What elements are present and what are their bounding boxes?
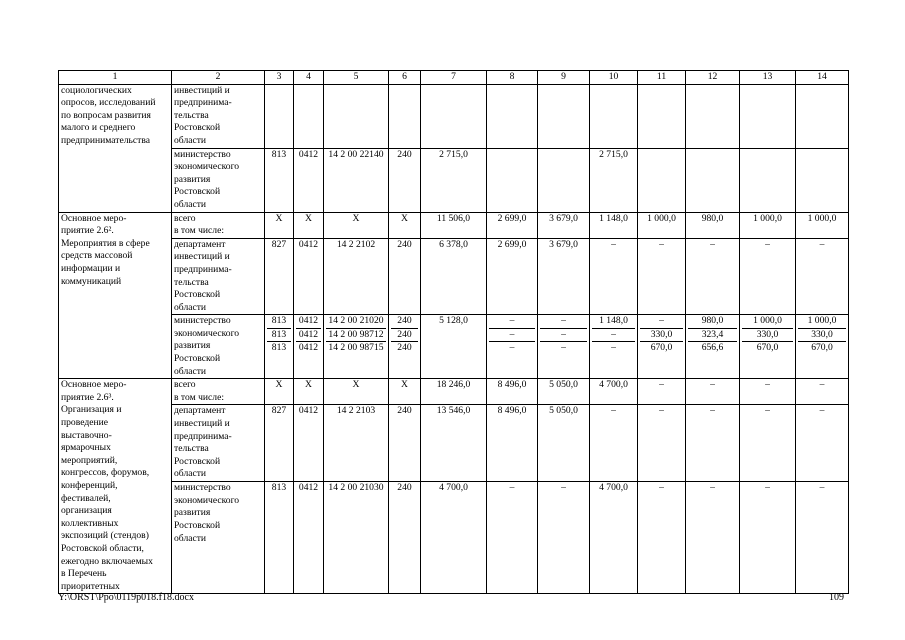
value-cell: – xyxy=(487,482,538,594)
value-cell: Х xyxy=(265,212,294,238)
value-cell: – xyxy=(686,482,740,594)
sublines-cell xyxy=(324,315,389,379)
value-cell: 3 679,0 xyxy=(538,212,590,238)
value-cell: – xyxy=(638,482,686,594)
value-cell: 1 000,0 xyxy=(740,212,796,238)
value-cell: 980,0 xyxy=(686,212,740,238)
header-cell: 4 xyxy=(294,71,324,85)
subline: 330,0 xyxy=(798,329,846,343)
activity-name-cell: социологических опросов, исследований по вопросам развития малого и среднего предпринимательства xyxy=(59,84,172,212)
csr-cell: 14 2 00 22140 xyxy=(324,148,389,212)
subline: 0412 xyxy=(296,329,321,343)
value-cell: 813 xyxy=(265,482,294,594)
subline: 240 xyxy=(391,329,418,343)
subline: – xyxy=(640,315,683,329)
table-row xyxy=(59,84,849,148)
subline: – xyxy=(489,315,535,329)
subline: 813 xyxy=(267,315,291,329)
value-cell: – xyxy=(686,379,740,405)
header-cell: 10 xyxy=(590,71,638,85)
column-number-row xyxy=(59,71,849,85)
value-cell: Х xyxy=(294,212,324,238)
program-table xyxy=(58,70,849,594)
value-cell: – xyxy=(538,482,590,594)
sublines-cell xyxy=(487,315,538,379)
value-cell: – xyxy=(740,238,796,315)
value-cell: 4 700,0 xyxy=(590,482,638,594)
executor-cell: министерство экономического развития Ростовской области xyxy=(172,315,265,379)
table-row xyxy=(59,212,849,238)
subline: 5 128,0 xyxy=(439,315,468,327)
subline: – xyxy=(611,342,616,354)
rzpr-cell: 0412 xyxy=(294,148,324,212)
sublines-cell xyxy=(421,315,487,379)
sublines-cell xyxy=(538,315,590,379)
executor-cell: министерство экономического развития Ростовской области xyxy=(172,148,265,212)
value-cell: 3 679,0 xyxy=(538,238,590,315)
value-cell: 827 xyxy=(265,238,294,315)
header-cell: 2 xyxy=(172,71,265,85)
value-cell: 0412 xyxy=(294,238,324,315)
subline: – xyxy=(509,342,515,354)
subline: – xyxy=(540,315,587,329)
value-cell: – xyxy=(740,405,796,482)
subline: 980,0 xyxy=(688,315,737,329)
table-row xyxy=(59,315,849,379)
subline: – xyxy=(540,329,587,343)
value-cell: 5 050,0 xyxy=(538,379,590,405)
value-cell: 18 246,0 xyxy=(421,379,487,405)
activity-name-cell: Основное меро- приятие 2.6². Мероприятия в сфере средств массовой информации и коммуникаций xyxy=(59,212,172,379)
table-row xyxy=(59,482,849,594)
executor-cell: всего в том числе: xyxy=(172,379,265,405)
page-number: 109 xyxy=(829,592,844,603)
value-cell: – xyxy=(796,482,849,594)
executor-cell: всего в том числе: xyxy=(172,212,265,238)
header-cell: 9 xyxy=(538,71,590,85)
header-cell: 3 xyxy=(265,71,294,85)
subline: 240 xyxy=(397,342,412,354)
value-cell: 8 496,0 xyxy=(487,379,538,405)
value-cell: – xyxy=(590,405,638,482)
subline: 330,0 xyxy=(640,329,683,343)
value-cell: – xyxy=(638,238,686,315)
value-cell: 0412 xyxy=(294,482,324,594)
header-cell: 14 xyxy=(796,71,849,85)
value-cell: 5 050,0 xyxy=(538,405,590,482)
value-cell: – xyxy=(590,238,638,315)
subline: 240 xyxy=(391,315,418,329)
subline: 14 2 00 21020 xyxy=(326,315,386,329)
grbs-cell: 813 xyxy=(265,148,294,212)
value-cell: Х xyxy=(389,379,421,405)
subline: 813 xyxy=(271,342,287,354)
sublines-cell xyxy=(294,315,324,379)
sublines-cell xyxy=(686,315,740,379)
sublines-cell xyxy=(590,315,638,379)
header-cell: 7 xyxy=(421,71,487,85)
value-cell: 4 700,0 xyxy=(421,482,487,594)
value-cell: 4 700,0 xyxy=(590,379,638,405)
table-row xyxy=(59,405,849,482)
value-cell: 6 378,0 xyxy=(421,238,487,315)
value-cell: – xyxy=(796,379,849,405)
subline: 14 2 00 98712 xyxy=(326,329,386,343)
value-cell: 2 699,0 xyxy=(487,238,538,315)
value-cell: Х xyxy=(324,212,389,238)
value-cell: – xyxy=(796,405,849,482)
subline: 0412 xyxy=(296,315,321,329)
table-row xyxy=(59,379,849,405)
value-cell: 13 546,0 xyxy=(421,405,487,482)
value-cell: Х xyxy=(265,379,294,405)
value-cell: 14 2 2103 xyxy=(324,405,389,482)
value-cell: 14 2 00 21030 xyxy=(324,482,389,594)
executor-cell: департамент инвестиций и предпринима- тельства Ростовской области xyxy=(172,238,265,315)
value-cell: 1 000,0 xyxy=(638,212,686,238)
subline: 323,4 xyxy=(688,329,737,343)
subline: 1 000,0 xyxy=(798,315,846,329)
value-cell: – xyxy=(796,238,849,315)
sublines-cell xyxy=(740,315,796,379)
value-cell: – xyxy=(638,379,686,405)
table-row xyxy=(59,238,849,315)
subline: – xyxy=(592,329,635,343)
subline: 14 2 00 98715 xyxy=(328,342,384,354)
value-cell: – xyxy=(638,405,686,482)
subline: 670,0 xyxy=(811,342,833,354)
activity-name-cell: Основное меро- приятие 2.6³. Организация и проведение выставочно- ярмарочных мероприятий, конгрессов, форумов, конференций, фестивалей, организация коллективных экспозиций (стендов) Ростовской области, ежегодно включаемых в Перечень приоритетных xyxy=(59,379,172,594)
value-cell: – xyxy=(686,238,740,315)
sublines-cell xyxy=(796,315,849,379)
total-cell: 2 715,0 xyxy=(421,148,487,212)
header-cell: 5 xyxy=(324,71,389,85)
value-cell: 8 496,0 xyxy=(487,405,538,482)
value-cell: Х xyxy=(324,379,389,405)
value-cell: – xyxy=(740,482,796,594)
value-cell: 14 2 2102 xyxy=(324,238,389,315)
table-row xyxy=(59,148,849,212)
header-cell: 12 xyxy=(686,71,740,85)
document-path: Y:\ORST\Ppo\0119p018.f18.docx xyxy=(58,592,194,603)
subline: 1 148,0 xyxy=(592,315,635,329)
value-cell: Х xyxy=(389,212,421,238)
year-value-cell: 2 715,0 xyxy=(590,148,638,212)
value-cell: 240 xyxy=(389,238,421,315)
sublines-cell xyxy=(638,315,686,379)
value-cell: 827 xyxy=(265,405,294,482)
value-cell: 0412 xyxy=(294,405,324,482)
sublines-cell xyxy=(389,315,421,379)
header-cell: 8 xyxy=(487,71,538,85)
value-cell: 1 000,0 xyxy=(796,212,849,238)
subline: 670,0 xyxy=(756,342,779,354)
value-cell: 1 148,0 xyxy=(590,212,638,238)
header-cell: 13 xyxy=(740,71,796,85)
subline: – xyxy=(561,342,566,354)
subline: 670,0 xyxy=(650,342,673,354)
vr-cell: 240 xyxy=(389,148,421,212)
value-cell: 240 xyxy=(389,482,421,594)
subline: 1 000,0 xyxy=(742,315,793,329)
sublines-cell xyxy=(265,315,294,379)
value-cell: – xyxy=(686,405,740,482)
executor-cell: министерство экономического развития Ростовской области xyxy=(172,482,265,594)
value-cell: 240 xyxy=(389,405,421,482)
value-cell: – xyxy=(740,379,796,405)
subline: 813 xyxy=(267,329,291,343)
header-cell: 11 xyxy=(638,71,686,85)
value-cell: 2 699,0 xyxy=(487,212,538,238)
executor-cell: инвестиций и предпринима- тельства Ростовской области xyxy=(172,84,265,148)
subline: 0412 xyxy=(298,342,319,354)
header-cell: 6 xyxy=(389,71,421,85)
executor-cell: департамент инвестиций и предпринима- тельства Ростовской области xyxy=(172,405,265,482)
subline: – xyxy=(489,329,535,343)
subline: 330,0 xyxy=(742,329,793,343)
header-cell: 1 xyxy=(59,71,172,85)
value-cell: 11 506,0 xyxy=(421,212,487,238)
value-cell: Х xyxy=(294,379,324,405)
subline: 656,6 xyxy=(701,342,724,354)
